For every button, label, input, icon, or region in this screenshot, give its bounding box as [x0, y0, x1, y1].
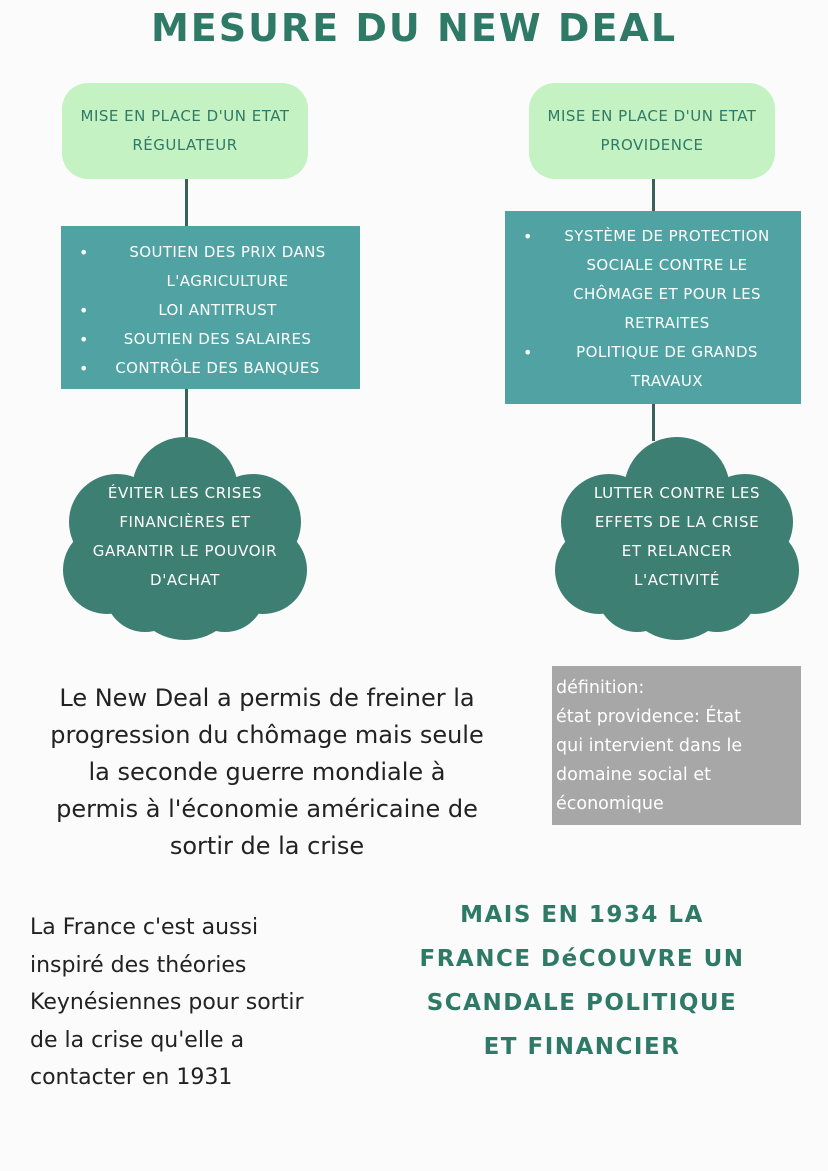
welfare-measures-box: [505, 211, 801, 404]
scandal-callout: MAIS EN 1934 LA FRANCE DéCOUVRE UN SCANDALE POLITIQUE ET FINANCIER: [419, 902, 745, 1060]
page-title: MESURE DU NEW DEAL: [150, 6, 678, 50]
measure-item: • CONTRÔLE DES BANQUES: [79, 354, 346, 383]
welfare-state-header-text: MISE EN PLACE D'UN ETAT PROVIDENCE: [547, 107, 757, 154]
measure-item: • SOUTIEN DES PRIX DANS L'AGRICULTURE: [79, 238, 346, 296]
regulator-state-header: [62, 83, 308, 179]
measure-item: • SYSTÈME DE PROTECTION SOCIALE CONTRE LE CHÔMAGE ET POUR LES RETRAITES: [523, 222, 785, 338]
conclusion-text: Le New Deal a permis de freiner la progression du chômage mais seule la seconde guerre mondiale à permis à l'économie américaine de sortir de la crise: [50, 684, 484, 860]
definition-box: définition: état providence: État qui intervient dans le domaine social et économique: [552, 666, 801, 825]
regulator-goal-text: ÉVITER LES CRISES FINANCIÈRES ET GARANTIR LE POUVOIR D'ACHAT: [92, 484, 278, 589]
welfare-state-header: [529, 83, 775, 179]
measure-item: • SOUTIEN DES SALAIRES: [79, 325, 346, 354]
measure-item: • LOI ANTITRUST: [79, 296, 346, 325]
regulator-measures-list: [79, 238, 346, 383]
connector-line: [652, 179, 655, 211]
measure-item: • POLITIQUE DE GRANDS TRAVAUX: [523, 338, 785, 396]
welfare-measures-list: [523, 222, 785, 396]
regulator-measures-box: [61, 226, 360, 389]
welfare-goal-text: LUTTER CONTRE LES EFFETS DE LA CRISE ET RELANCER L'ACTIVITÉ: [593, 484, 761, 589]
regulator-goal-cloud: [55, 432, 315, 642]
france-note-text: La France c'est aussi inspiré des théories Keynésiennes pour sortir de la crise qu'elle a contacter en 1931: [30, 915, 304, 1090]
regulator-state-header-text: MISE EN PLACE D'UN ETAT RÉGULATEUR: [80, 107, 290, 154]
welfare-goal-cloud: [547, 432, 807, 642]
connector-line: [185, 179, 188, 226]
